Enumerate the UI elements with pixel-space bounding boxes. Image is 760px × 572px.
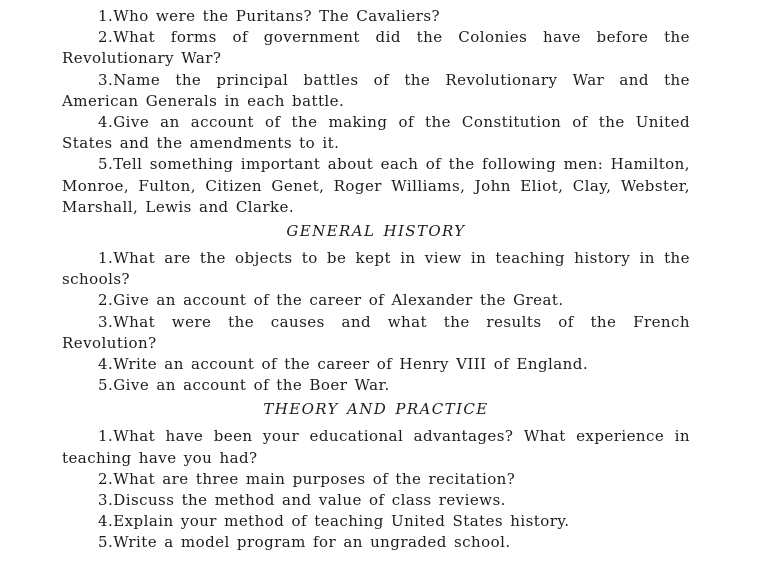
question-text: Write a model program for an ungraded school. (113, 533, 511, 552)
question-text: Who were the Puritans? The Cavaliers? (113, 7, 441, 25)
question-text: Discuss the method and value of class reviews. (113, 491, 506, 510)
question-text: Name the principal battles of the Revolutionary War and the American Generals in each battle. (62, 70, 690, 110)
question-number: 5. (98, 533, 114, 552)
question (62, 312, 690, 354)
question-number: 5. (98, 155, 114, 174)
question (62, 511, 690, 532)
question-number: 4. (98, 113, 114, 132)
question-text: What have been your educational advantages? What experience in teaching have you had? (62, 427, 690, 467)
question-number: 2. (98, 291, 114, 310)
question (62, 154, 690, 218)
question (62, 290, 690, 311)
section-heading: THEORY AND PRACTICE (263, 400, 489, 419)
question-text: Give an account of the career of Alexander the Great. (113, 291, 564, 310)
question (62, 248, 690, 290)
question (62, 469, 690, 490)
question-number: 4. (98, 512, 114, 531)
question-number: 5. (98, 376, 114, 395)
general-history-section (62, 221, 690, 396)
question-text: What forms of government did the Colonies have before the Revolutionary War? (62, 28, 690, 68)
question (62, 6, 690, 27)
section-heading: GENERAL HISTORY (286, 222, 466, 241)
question-number: 4. (98, 355, 114, 374)
question (62, 112, 690, 154)
question-number: 1. (98, 7, 114, 25)
question (62, 27, 690, 69)
question-number: 3. (98, 312, 114, 331)
question-number: 2. (98, 28, 114, 47)
question-text: Tell something important about each of the following men: Hamilton, Monroe, Fulton, Citizen Genet, Roger Williams, John Eliot, Clay, Webster, Marshall, Lewis and Clarke. (62, 155, 690, 216)
question (62, 532, 690, 553)
american-history-questions (62, 6, 690, 218)
question (62, 426, 690, 468)
question-text: What were the causes and what the results of the French Revolution? (62, 312, 690, 352)
question-number: 2. (98, 469, 114, 488)
question-text: Give an account of the making of the Constitution of the United States and the amendments to it. (62, 113, 690, 153)
question (62, 490, 690, 511)
question-number: 3. (98, 70, 114, 89)
question (62, 354, 690, 375)
question-number: 3. (98, 491, 114, 510)
theory-and-practice-section (62, 399, 690, 553)
question (62, 70, 690, 112)
question (62, 375, 690, 396)
question-text: Write an account of the career of Henry VIII of England. (113, 355, 589, 374)
exam-page (62, 6, 690, 554)
question-number: 1. (98, 427, 114, 446)
question-text: What are the objects to be kept in view in teaching history in the schools? (62, 249, 690, 289)
question-text: What are three main purposes of the recitation? (113, 469, 516, 488)
question-text: Explain your method of teaching United States history. (113, 512, 570, 531)
question-text: Give an account of the Boer War. (113, 376, 390, 395)
question-number: 1. (98, 249, 114, 268)
